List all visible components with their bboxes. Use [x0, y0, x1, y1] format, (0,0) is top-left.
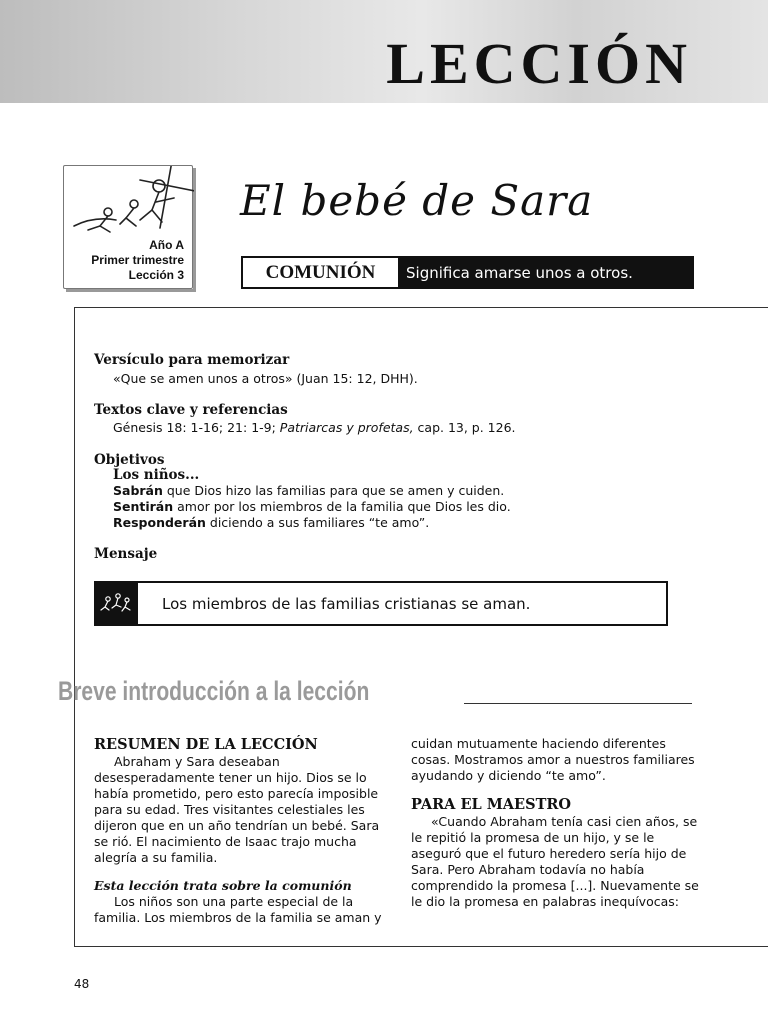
memory-verse-heading: Versículo para memorizar [94, 352, 290, 368]
intro-rule [464, 703, 692, 704]
message-heading: Mensaje [94, 546, 158, 562]
summary-column [94, 736, 384, 926]
emblem-lesson: Lección 3 [128, 268, 184, 282]
objective-item [113, 499, 511, 514]
theme-description: Significa amarse unos a otros. [398, 258, 692, 287]
objective-text: amor por los miembros de la familia que Dios les dio. [173, 499, 511, 514]
objective-verb: Responderán [113, 515, 206, 530]
message-box [94, 581, 668, 626]
key-texts-book: Patriarcas y profetas, [279, 420, 414, 435]
intro-heading: Breve introducción a la lección [58, 676, 370, 706]
key-texts-text [113, 420, 516, 435]
emblem-year: Año A [149, 238, 184, 252]
summary-subheading: Esta lección trata sobre la comunión [94, 878, 352, 893]
memory-verse-text: «Que se amen unos a otros» (Juan 15: 12, DHH). [113, 371, 418, 386]
summary-paragraph: Abraham y Sara deseaban desesperadamente tener un hijo. Dios se lo había prometido, pero esto parecía imposible para su edad. Tres visitantes celestiales les dijeron que en un año tendrían un bebé. Sara se rió. El nacimiento de Isaac trajo mucha alegría a su familia. [94, 754, 380, 865]
page-number: 48 [74, 977, 90, 991]
emblem [63, 165, 193, 289]
key-texts-refs: Génesis 18: 1-16; 21: 1-9; [113, 420, 280, 435]
lesson-title: El bebé de Sara [240, 176, 594, 225]
teacher-paragraph: «Cuando Abraham tenía casi cien años, se le repitió la promesa de un hijo, y se le aseguró que el futuro heredero sería hijo de Sara. Pero Abraham todavía no había comprendido la promesa [...]. Nuevamente se le dio la promesa en palabras inequívocas: [411, 814, 699, 909]
key-texts-heading: Textos clave y referencias [94, 402, 288, 418]
objective-verb: Sabrán [113, 483, 163, 498]
header-title: LECCIÓN [386, 31, 692, 96]
summary-continuation: cuidan mutuamente haciendo diferentes cosas. Mostramos amor a nuestros familiares ayudando y diciendo “te amo”. [411, 736, 695, 783]
objective-text: diciendo a sus familiares “te amo”. [205, 515, 430, 530]
objectives-subheading: Los niños... [113, 467, 200, 483]
theme-label: COMUNIÓN [243, 258, 398, 287]
objective-verb: Sentirán [113, 499, 174, 514]
key-texts-chapter: cap. 13, p. 126. [413, 420, 516, 435]
theme-bar [241, 256, 694, 289]
objectives-heading: Objetivos [94, 452, 165, 468]
message-icon-panel [96, 583, 138, 624]
emblem-quarter: Primer trimestre [91, 253, 184, 267]
summary-paragraph-2: Los niños son una parte especial de la familia. Los miembros de la familia se aman y [94, 894, 382, 925]
family-figures-icon [96, 583, 138, 624]
summary-heading: RESUMEN DE LA LECCIÓN [94, 736, 318, 753]
message-text: Los miembros de las familias cristianas se aman. [162, 594, 531, 613]
objective-item [113, 515, 429, 530]
objective-item [113, 483, 504, 498]
teacher-column [411, 736, 701, 910]
teacher-heading: PARA EL MAESTRO [411, 796, 572, 813]
objective-text: que Dios hizo las familias para que se amen y cuiden. [162, 483, 505, 498]
